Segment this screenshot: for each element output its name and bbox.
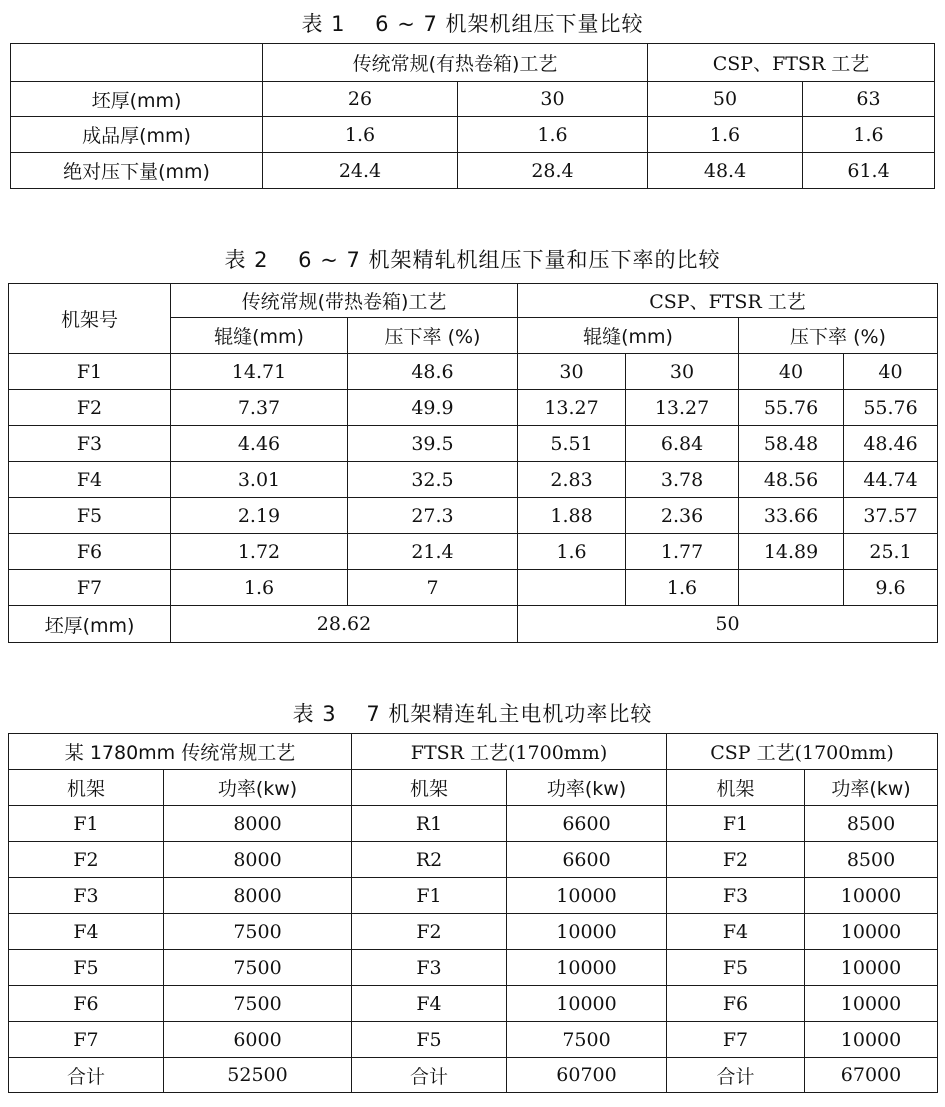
table-row xyxy=(9,986,938,1022)
table-cell: 48.4 xyxy=(648,153,803,189)
table-cell: 2.19 xyxy=(171,498,348,534)
power-cell: 6600 xyxy=(507,842,667,878)
power-cell: 10000 xyxy=(507,914,667,950)
rate-header: 压下率 (%) xyxy=(348,318,518,354)
power-cell: 10000 xyxy=(805,986,938,1022)
table-cell: 1.6 xyxy=(171,570,348,606)
power-cell: 10000 xyxy=(507,986,667,1022)
table3 xyxy=(8,733,938,1093)
table-cell: 55.76 xyxy=(844,390,938,426)
total-csp: 67000 xyxy=(805,1058,938,1093)
total-conventional: 52500 xyxy=(164,1058,352,1093)
table1-group-conventional: 传统常规(有热卷箱)工艺 xyxy=(263,44,648,82)
table-row xyxy=(11,82,935,117)
table-cell: 14.89 xyxy=(739,534,844,570)
table-cell: 13.27 xyxy=(626,390,739,426)
stand-cell: F7 xyxy=(9,1022,164,1058)
table-cell: 48.46 xyxy=(844,426,938,462)
table-cell: 1.6 xyxy=(626,570,739,606)
stand-header: 机架 xyxy=(352,770,507,806)
stand-cell: F4 xyxy=(352,986,507,1022)
table-cell: 1.6 xyxy=(518,534,626,570)
csp-gap-header: 辊缝(mm) xyxy=(518,318,739,354)
table-cell: 48.6 xyxy=(348,354,518,390)
row-label: 成品厚(mm) xyxy=(11,117,263,153)
table-cell: 6.84 xyxy=(626,426,739,462)
power-cell: 7500 xyxy=(507,1022,667,1058)
stand-cell: R1 xyxy=(352,806,507,842)
table-cell: 7 xyxy=(348,570,518,606)
power-cell: 6600 xyxy=(507,806,667,842)
power-cell: 10000 xyxy=(805,950,938,986)
table-row xyxy=(9,390,938,426)
total-ftsr: 60700 xyxy=(507,1058,667,1093)
table-row xyxy=(9,462,938,498)
slab-label: 坯厚(mm) xyxy=(9,606,171,643)
power-cell: 7500 xyxy=(164,914,352,950)
table-cell: 24.4 xyxy=(263,153,458,189)
stand-cell: F6 xyxy=(9,986,164,1022)
power-cell: 6000 xyxy=(164,1022,352,1058)
stand-cell: F2 xyxy=(9,390,171,426)
power-cell: 8500 xyxy=(805,842,938,878)
stand-cell: F4 xyxy=(667,914,805,950)
table-cell: 44.74 xyxy=(844,462,938,498)
table-row xyxy=(9,570,938,606)
table-cell: 5.51 xyxy=(518,426,626,462)
table-cell: 40 xyxy=(739,354,844,390)
table-row xyxy=(9,878,938,914)
table-cell: 25.1 xyxy=(844,534,938,570)
stand-cell: F3 xyxy=(352,950,507,986)
power-cell: 8000 xyxy=(164,806,352,842)
total-label: 合计 xyxy=(9,1058,164,1093)
power-cell: 7500 xyxy=(164,986,352,1022)
table-cell: 3.01 xyxy=(171,462,348,498)
table-row xyxy=(9,950,938,986)
table-cell: 33.66 xyxy=(739,498,844,534)
power-cell: 10000 xyxy=(805,878,938,914)
table-cell: 13.27 xyxy=(518,390,626,426)
table-row xyxy=(9,354,938,390)
stand-header: 机架 xyxy=(9,770,164,806)
table-cell: 2.83 xyxy=(518,462,626,498)
table-cell: 9.6 xyxy=(844,570,938,606)
stand-cell: F4 xyxy=(9,462,171,498)
table-cell: 3.78 xyxy=(626,462,739,498)
table-cell: 61.4 xyxy=(803,153,935,189)
table-row xyxy=(9,842,938,878)
stand-cell: F1 xyxy=(9,806,164,842)
power-cell: 8500 xyxy=(805,806,938,842)
table-cell: 28.4 xyxy=(458,153,648,189)
table-cell: 55.76 xyxy=(739,390,844,426)
table1-corner-cell xyxy=(11,44,263,82)
table2-group-conventional: 传统常规(带热卷箱)工艺 xyxy=(171,284,518,318)
table1-group-csp: CSP、FTSR 工艺 xyxy=(648,44,935,82)
table-cell: 27.3 xyxy=(348,498,518,534)
table-cell: 30 xyxy=(458,82,648,117)
table3-group-ftsr: FTSR 工艺(1700mm) xyxy=(352,734,667,770)
table-cell: 58.48 xyxy=(739,426,844,462)
table3-header-row xyxy=(9,734,938,770)
stand-cell: F5 xyxy=(9,498,171,534)
power-header: 功率(kw) xyxy=(507,770,667,806)
power-cell: 10000 xyxy=(805,1022,938,1058)
power-header: 功率(kw) xyxy=(164,770,352,806)
table-row xyxy=(9,534,938,570)
table2-header-row xyxy=(9,284,938,318)
stand-cell: F2 xyxy=(667,842,805,878)
stand-cell: F3 xyxy=(9,426,171,462)
table-cell: 49.9 xyxy=(348,390,518,426)
table-row xyxy=(11,117,935,153)
stand-header: 机架号 xyxy=(9,284,171,354)
table-cell: 50 xyxy=(648,82,803,117)
power-header: 功率(kw) xyxy=(805,770,938,806)
stand-cell: F6 xyxy=(667,986,805,1022)
table-row xyxy=(11,153,935,189)
table-cell: 37.57 xyxy=(844,498,938,534)
stand-cell: F5 xyxy=(9,950,164,986)
table-cell: 39.5 xyxy=(348,426,518,462)
stand-cell: F7 xyxy=(9,570,171,606)
stand-cell: F1 xyxy=(352,878,507,914)
table-row xyxy=(9,498,938,534)
table3-subheader-row xyxy=(9,770,938,806)
power-cell: 10000 xyxy=(507,950,667,986)
table-cell: 1.6 xyxy=(458,117,648,153)
table-cell: 1.6 xyxy=(803,117,935,153)
power-cell: 10000 xyxy=(507,878,667,914)
stand-header: 机架 xyxy=(667,770,805,806)
stand-cell: F3 xyxy=(667,878,805,914)
row-label: 坯厚(mm) xyxy=(11,82,263,117)
table1 xyxy=(10,43,935,189)
table-cell: 1.72 xyxy=(171,534,348,570)
table-cell: 2.36 xyxy=(626,498,739,534)
table-cell: 1.77 xyxy=(626,534,739,570)
gap-header: 辊缝(mm) xyxy=(171,318,348,354)
total-label: 合计 xyxy=(667,1058,805,1093)
table-cell: 4.46 xyxy=(171,426,348,462)
table-cell: 26 xyxy=(263,82,458,117)
table2-caption: 表 2 6 ~ 7 机架精轧机组压下量和压下率的比较 xyxy=(224,248,721,272)
table-cell: 1.6 xyxy=(648,117,803,153)
table-row xyxy=(9,426,938,462)
stand-cell: F5 xyxy=(352,1022,507,1058)
table-cell: 63 xyxy=(803,82,935,117)
stand-cell: F5 xyxy=(667,950,805,986)
table-cell: 1.88 xyxy=(518,498,626,534)
total-label: 合计 xyxy=(352,1058,507,1093)
slab-csp: 50 xyxy=(518,606,938,643)
power-cell: 8000 xyxy=(164,878,352,914)
table-cell: 7.37 xyxy=(171,390,348,426)
table-cell: 32.5 xyxy=(348,462,518,498)
table-cell xyxy=(739,570,844,606)
table-cell: 1.6 xyxy=(263,117,458,153)
table-cell: 21.4 xyxy=(348,534,518,570)
table-cell: 40 xyxy=(844,354,938,390)
stand-cell: F7 xyxy=(667,1022,805,1058)
stand-cell: F1 xyxy=(9,354,171,390)
power-cell: 8000 xyxy=(164,842,352,878)
stand-cell: R2 xyxy=(352,842,507,878)
stand-cell: F1 xyxy=(667,806,805,842)
csp-rate-header: 压下率 (%) xyxy=(739,318,938,354)
table1-header-row xyxy=(11,44,935,82)
table-cell xyxy=(518,570,626,606)
table3-group-conventional: 某 1780mm 传统常规工艺 xyxy=(9,734,352,770)
table2-slab-row xyxy=(9,606,938,643)
table2-group-csp: CSP、FTSR 工艺 xyxy=(518,284,938,318)
stand-cell: F3 xyxy=(9,878,164,914)
stand-cell: F2 xyxy=(352,914,507,950)
table-cell: 14.71 xyxy=(171,354,348,390)
table3-caption: 表 3 7 机架精连轧主电机功率比较 xyxy=(292,702,653,726)
stand-cell: F4 xyxy=(9,914,164,950)
row-label: 绝对压下量(mm) xyxy=(11,153,263,189)
stand-cell: F6 xyxy=(9,534,171,570)
table-cell: 30 xyxy=(626,354,739,390)
stand-cell: F2 xyxy=(9,842,164,878)
table3-group-csp: CSP 工艺(1700mm) xyxy=(667,734,938,770)
power-cell: 7500 xyxy=(164,950,352,986)
slab-conventional: 28.62 xyxy=(171,606,518,643)
power-cell: 10000 xyxy=(805,914,938,950)
table-row xyxy=(9,806,938,842)
table-cell: 30 xyxy=(518,354,626,390)
table1-caption: 表 1 6 ~ 7 机架机组压下量比较 xyxy=(301,12,644,36)
table2 xyxy=(8,283,938,643)
table-cell: 48.56 xyxy=(739,462,844,498)
table-row xyxy=(9,914,938,950)
table3-total-row xyxy=(9,1058,938,1093)
table-row xyxy=(9,1022,938,1058)
